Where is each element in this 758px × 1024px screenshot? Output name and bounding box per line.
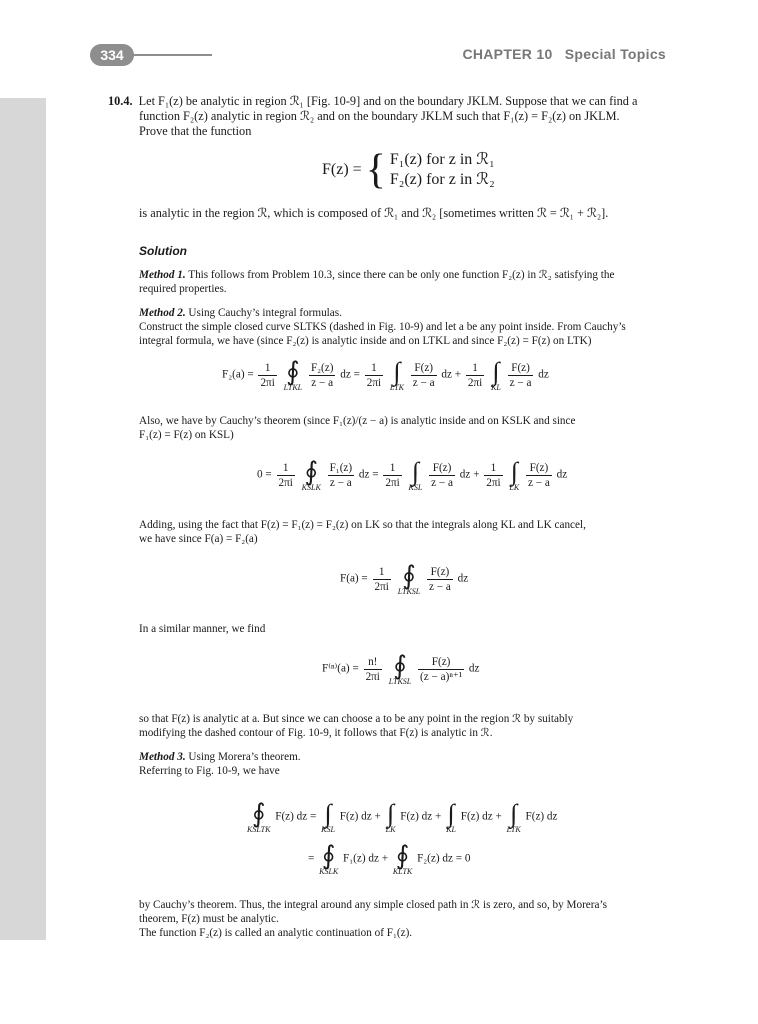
also-paragraph: Also, we have by Cauchy’s theorem (since F₁(z)/(z − a) is analytic inside and on KSLK and since F₁(z) = F(z) on KSL) — [139, 415, 576, 441]
conclusion-paragraph: by Cauchy’s theorem. Thus, the integral around any simple closed path in ℛ is zero, and so, by Morera’s theorem, F(z) must be analytic. The function F₂(z) is called an analytic continuation of F₁(z). — [139, 899, 607, 939]
piecewise-definition: F(z) = { F₁(z) for z in ℛ₁ F₂(z) for z in ℛ₂ — [322, 147, 495, 193]
problem-line-4: is analytic in the region ℛ, which is composed of ℛ₁ and ℛ₂ [sometimes written ℛ = ℛ₁ + ℛ₂]. — [139, 206, 609, 220]
equation-1: F₂(a) = $\frac{1}{2\pi i}$ ∮ LTKL $\frac{\text{F₂(z)}}{z - a}$ dz = $\frac{1}{2\pi i}$ ∫ LTK $\frac{F(z)}{z - a}$ dz + $\frac{1}{2\pi i}$ ∫ KL $\frac{F(z)}{z - a}$ dz — [222, 357, 549, 392]
equation-6: = ∮ KSLK F₁(z) dz + ∮ KLTK F₂(z) dz = 0 — [308, 841, 471, 876]
problem-line-3: Prove that the function — [139, 124, 252, 138]
equation-2: 0 = $\frac{1}{2\pi i}$ ∮ KSLK $\frac{\text{F₁(z)}}{z - a}$ dz = $\frac{1}{2\pi i}$ ∫ KSL $\frac{F(z)}{z - a}$ dz + $\frac{1}{2\pi i}$ ∫ LK $\frac{F(z)}{z - a}$ dz — [257, 457, 568, 492]
chapter-title: Special Topics — [564, 46, 666, 62]
page-number-badge: 334 — [90, 44, 134, 66]
chapter-number: CHAPTER 10 — [462, 46, 553, 62]
adding-paragraph: Adding, using the fact that F(z) = F₁(z) = F₂(z) on LK so that the integrals along KL and LK cancel, we have since F(a) = F₂(a) — [139, 519, 586, 545]
solution-heading: Solution — [139, 244, 187, 258]
problem-line-2: function F₂(z) analytic in region ℛ₂ and on the boundary JKLM such that F₁(z) = F₂(z) on JKLM. — [139, 109, 620, 123]
running-header — [462, 46, 666, 62]
left-margin-bar — [0, 98, 46, 940]
header-rule — [132, 54, 212, 56]
case-2: F₂(z) for z in ℛ₂ — [389, 171, 495, 188]
equation-4: F⁽ⁿ⁾(a) = $\frac{n!}{2\pi i}$ ∮ LTKSL $\frac{F(z)}{\text{(z − a)ⁿ⁺¹}}$ dz — [322, 651, 480, 686]
similar-line: In a similar manner, we find — [139, 623, 266, 635]
method-1: Method 1. This follows from Problem 10.3, since there can be only one function F₂(z) in ℛ₂ satisfying the required properties. — [139, 269, 615, 295]
case-1: F₁(z) for z in ℛ₁ — [389, 151, 495, 168]
problem-block — [108, 94, 668, 139]
problem-line-1: 10.4. Let F₁(z) be analytic in region ℛ₁ [Fig. 10-9] and on the boundary JKLM. Suppose that we can find a — [108, 94, 638, 108]
sothat-paragraph: so that F(z) is analytic at a. But since we can choose a to be any point in the region ℛ by suitably modifying the dashed contour of Fig. 10-9, it follows that F(z) is analytic in ℛ. — [139, 713, 574, 739]
problem-number: 10.4. — [108, 94, 133, 108]
equation-5: ∮ KSLTK F(z) dz = ∫ KSL F(z) dz + ∫ LK F(z) dz + ∫ KL F(z) dz + ∫ LTK F(z) dz — [247, 799, 558, 834]
left-brace: { — [365, 147, 386, 193]
method-2: Method 2. Using Cauchy’s integral formulas. Construct the simple closed curve SLTKS (dashed in Fig. 10-9) and let a be any point inside. From Cauchy’s integral formula, we have (since F₂(z) is analytic inside and on LTKL and since F₂(z) = F(z) on LTK) — [139, 307, 626, 347]
method-3: Method 3. Using Morera’s theorem. Referring to Fig. 10-9, we have — [139, 751, 301, 777]
equation-3: F(a) = $\frac{1}{2\pi i}$ ∮ LTKSL $\frac{F(z)}{z - a}$ dz — [340, 561, 469, 596]
